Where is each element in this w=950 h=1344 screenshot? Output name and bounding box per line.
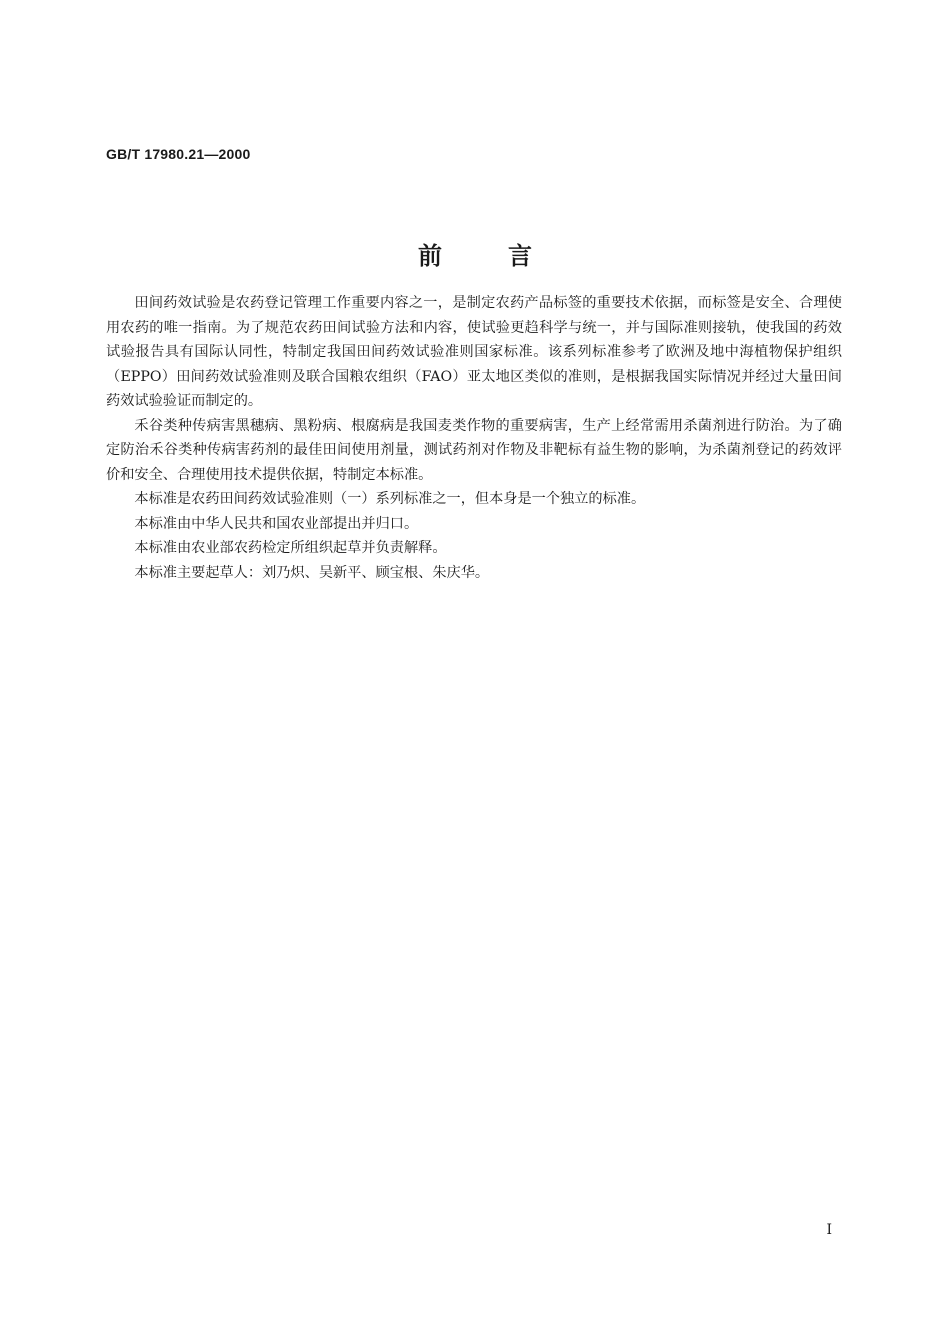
page-title: 前言 xyxy=(418,242,598,270)
paragraph-1: 田间药效试验是农药登记管理工作重要内容之一，是制定农药产品标签的重要技术依据，而标签是安全、合理使用农药的唯一指南。为了规范农药田间试验方法和内容，使试验更趋科学与统一，并与国际准则接轨，使我国的药效试验报告具有国际认同性，特制定我国田间药效试验准则国家标准。该系列标准参考了欧洲及地中海植物保护组织（EPPO）田间药效试验准则及联合国粮农组织（FAO）亚太地区类似的准则，是根据我国实际情况并经过大量田间药效试验验证而制定的。 xyxy=(106,295,842,409)
paragraph-2: 禾谷类种传病害黑穗病、黑粉病、根腐病是我国麦类作物的重要病害，生产上经常需用杀菌剂进行防治。为了确定防治禾谷类种传病害药剂的最佳田间使用剂量，测试药剂对作物及非靶标有益生物的影响，为杀菌剂登记的药效评价和安全、合理使用技术提供依据，特制定本标准。 xyxy=(106,417,842,483)
paragraph-4: 本标准由中华人民共和国农业部提出并归口。 xyxy=(134,515,419,532)
paragraph-6: 本标准主要起草人：刘乃炽、吴新平、顾宝根、朱庆华。 xyxy=(134,564,490,581)
paragraph-5: 本标准由农业部农药检定所组织起草并负责解释。 xyxy=(134,540,447,556)
standard-number: GB/T 17980.21—2000 xyxy=(106,146,251,162)
paragraph-3: 本标准是农药田间药效试验准则（一）系列标准之一，但本身是一个独立的标准。 xyxy=(134,491,646,507)
page-number: I xyxy=(826,1222,832,1238)
foreword-body xyxy=(106,291,842,585)
